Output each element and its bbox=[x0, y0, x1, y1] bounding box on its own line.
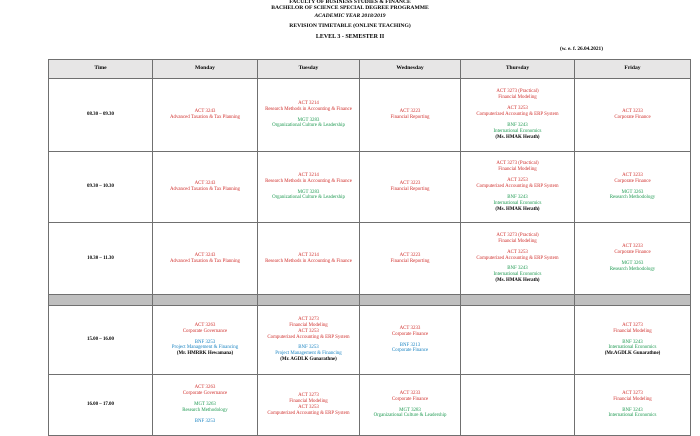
course-line: BNF 3243 bbox=[622, 407, 643, 413]
wednesday-cell bbox=[360, 152, 461, 223]
course-line: Organizational Culture & Leadership bbox=[272, 195, 345, 201]
course-line: ACT 3253 bbox=[298, 328, 319, 334]
thursday-cell bbox=[461, 223, 575, 295]
course-line: ACT 3233 bbox=[399, 390, 421, 396]
course-line: Financial Reporting bbox=[390, 115, 430, 120]
course-line: MGT 3263 bbox=[621, 189, 644, 195]
course-line: Research Methodology bbox=[609, 266, 656, 272]
course-line: BNF 3253 bbox=[298, 345, 319, 351]
course-line: ACT 3273 bbox=[622, 322, 643, 328]
course-line: Advanced Taxation & Tax Planning bbox=[169, 115, 241, 120]
break-cell bbox=[575, 295, 691, 306]
level-semester: LEVEL 3 - SEMESTER II bbox=[315, 34, 385, 40]
wednesday-cell bbox=[360, 223, 461, 295]
course-line: Advanced Taxation & Tax Planning bbox=[169, 187, 241, 192]
course-line: MGT 3283 bbox=[297, 189, 320, 195]
break-cell bbox=[153, 295, 258, 306]
tuesday-cell bbox=[258, 152, 360, 223]
break-cell bbox=[258, 295, 360, 306]
tuesday-cell bbox=[258, 223, 360, 295]
course-line: Computerized Accounting & ERP System bbox=[267, 334, 350, 340]
course-line: Corporate Finance bbox=[614, 250, 651, 256]
course-line: ACT 3214 bbox=[298, 252, 319, 258]
course-line: Corporate Finance bbox=[391, 396, 429, 402]
course-line: Research Methods in Accounting & Finance bbox=[265, 178, 352, 184]
course-line: International Economics bbox=[493, 272, 542, 278]
course-line: (Mr. AGDLK Gunarathne) bbox=[280, 357, 337, 363]
thursday-cell bbox=[461, 79, 575, 152]
course-line: Corporate Finance bbox=[391, 331, 429, 337]
course-line: BNF 3253 bbox=[194, 418, 216, 424]
time-cell: 16.00 – 17.00 bbox=[49, 375, 153, 436]
course-line: Organizational Culture & Leadership bbox=[373, 413, 447, 419]
monday-cell bbox=[153, 152, 258, 223]
course-line: Financial Modeling bbox=[613, 396, 652, 402]
programme-title: BACHELOR OF SCIENCE SPECIAL DEGREE PROGRAMME bbox=[271, 5, 429, 11]
course-line: Computerized Accounting & ERP System bbox=[476, 255, 559, 261]
course-line: ACT 3253 bbox=[507, 178, 528, 184]
course-line: Organizational Culture & Leadership bbox=[272, 123, 345, 129]
academic-year: ACADEMIC YEAR 2018/2019 bbox=[314, 13, 386, 19]
wednesday-cell bbox=[360, 306, 461, 375]
break-cell bbox=[461, 295, 575, 306]
course-line: Project Management & Financing bbox=[171, 345, 239, 351]
course-line: Computerized Accounting & ERP System bbox=[476, 112, 559, 118]
time-cell: 15.00 – 16.00 bbox=[49, 306, 153, 375]
col-thursday: Thursday bbox=[461, 60, 575, 79]
course-line: BNF 3243 bbox=[507, 266, 528, 272]
course-line: Financial Modeling bbox=[498, 95, 537, 101]
friday-cell bbox=[575, 79, 691, 152]
friday-cell bbox=[575, 152, 691, 223]
timetable-header-row bbox=[49, 60, 691, 79]
course-line: ACT 3273 (Practical) bbox=[496, 161, 539, 167]
course-line: Advanced Taxation & Tax Planning bbox=[169, 258, 241, 264]
course-line: ACT 3243 bbox=[194, 109, 216, 115]
course-line: Computerized Accounting & ERP System bbox=[476, 184, 559, 190]
course-line: Corporate Governance bbox=[182, 328, 228, 334]
course-line: ACT 3273 bbox=[298, 393, 319, 399]
col-friday: Friday bbox=[575, 60, 691, 79]
course-line: ACT 3273 bbox=[622, 390, 643, 396]
thursday-cell bbox=[461, 375, 575, 436]
friday-cell bbox=[575, 306, 691, 375]
course-line: BNF 3253 bbox=[194, 339, 216, 345]
course-line: Financial Modeling bbox=[289, 322, 328, 328]
wednesday-cell bbox=[360, 375, 461, 436]
course-line: Financial Modeling bbox=[498, 238, 537, 244]
course-line: ACT 3253 bbox=[507, 249, 528, 255]
course-line: ACT 3223 bbox=[399, 109, 421, 115]
course-line: Corporate Governance bbox=[182, 391, 228, 397]
friday-cell bbox=[575, 223, 691, 295]
tuesday-cell bbox=[258, 375, 360, 436]
course-line: Financial Modeling bbox=[613, 328, 652, 334]
course-line: Research Methodology bbox=[182, 407, 228, 413]
break-cell bbox=[360, 295, 461, 306]
course-line: (Mr. HMRRK Hewamana) bbox=[176, 351, 234, 357]
wednesday-cell bbox=[360, 79, 461, 152]
course-line: Corporate Finance bbox=[391, 348, 429, 354]
course-line: ACT 3223 bbox=[399, 181, 421, 187]
tuesday-cell bbox=[258, 79, 360, 152]
faculty-title: FACULTY OF BUSINESS STUDIES & FINANCE bbox=[289, 0, 411, 5]
time-cell: 08.30 – 09.30 bbox=[49, 79, 153, 152]
course-line: Research Methodology bbox=[609, 195, 656, 201]
time-cell: 10.30 – 11.30 bbox=[49, 223, 153, 295]
course-line: ACT 3273 bbox=[298, 316, 319, 322]
course-line: Financial Reporting bbox=[390, 258, 430, 264]
break-row bbox=[49, 295, 691, 306]
course-line: Computerized Accounting & ERP System bbox=[267, 410, 350, 416]
table-row bbox=[49, 306, 691, 375]
course-line: ACT 3273 (Practical) bbox=[496, 232, 539, 238]
thursday-cell bbox=[461, 306, 575, 375]
course-line: Financial Modeling bbox=[498, 167, 537, 173]
course-line: ACT 3233 bbox=[399, 325, 421, 331]
course-line: BNF 3243 bbox=[622, 339, 643, 345]
course-line: ACT 3263 bbox=[194, 385, 216, 391]
course-line: Financial Modeling bbox=[289, 399, 328, 405]
course-line: ACT 3243 bbox=[194, 252, 216, 258]
course-line: MGT 3283 bbox=[399, 407, 421, 413]
course-line: BNF 3243 bbox=[507, 122, 528, 128]
col-monday: Monday bbox=[153, 60, 258, 79]
course-line: (Ms. HMAK Herath) bbox=[495, 278, 540, 284]
table-row bbox=[49, 223, 691, 295]
thursday-cell bbox=[461, 152, 575, 223]
course-line: Research Methods in Accounting & Finance bbox=[265, 106, 352, 112]
col-wednesday: Wednesday bbox=[360, 60, 461, 79]
course-line: Research Methods in Accounting & Finance bbox=[265, 258, 352, 264]
table-row bbox=[49, 79, 691, 152]
monday-cell bbox=[153, 306, 258, 375]
friday-cell bbox=[575, 375, 691, 436]
course-line: ACT 3223 bbox=[399, 252, 421, 258]
table-row bbox=[49, 375, 691, 436]
monday-cell bbox=[153, 375, 258, 436]
course-line: BNF 3213 bbox=[399, 342, 421, 348]
course-line: MGT 3263 bbox=[194, 402, 216, 408]
time-cell: 09.30 – 10.30 bbox=[49, 152, 153, 223]
course-line: ACT 3263 bbox=[194, 322, 216, 328]
course-line: ACT 3233 bbox=[622, 109, 643, 115]
course-line: ACT 3233 bbox=[622, 172, 643, 178]
col-tuesday: Tuesday bbox=[258, 60, 360, 79]
tuesday-cell bbox=[258, 306, 360, 375]
course-line: BNF 3243 bbox=[507, 194, 528, 200]
course-line: (Ms. HMAK Herath) bbox=[495, 134, 540, 140]
col-time: Time bbox=[49, 60, 153, 79]
course-line: Project Management & Financing bbox=[275, 351, 342, 357]
course-line: Financial Reporting bbox=[390, 187, 430, 192]
monday-cell bbox=[153, 79, 258, 152]
effective-date: (w. e. f. 26.04.2021) bbox=[560, 46, 603, 52]
course-line: ACT 3233 bbox=[622, 244, 643, 250]
course-line: ACT 3214 bbox=[298, 100, 319, 106]
course-line: MGT 3283 bbox=[297, 117, 320, 123]
timetable bbox=[48, 59, 691, 436]
course-line: ACT 3253 bbox=[507, 106, 528, 112]
course-line: ACT 3273 (Practical) bbox=[496, 89, 539, 95]
break-cell bbox=[49, 295, 153, 306]
course-line: Corporate Finance bbox=[614, 178, 651, 184]
course-line: International Economics bbox=[493, 200, 542, 206]
table-row bbox=[49, 152, 691, 223]
course-line: ACT 3253 bbox=[298, 405, 319, 410]
cell-spacer bbox=[463, 338, 572, 343]
cell-spacer bbox=[463, 403, 572, 408]
course-line: International Economics bbox=[608, 413, 657, 419]
course-line: MGT 3263 bbox=[621, 261, 644, 266]
course-line: International Economics bbox=[608, 345, 657, 351]
timetable-title: REVISION TIMETABLE (ONLINE TEACHING) bbox=[289, 23, 411, 29]
course-line: ACT 3214 bbox=[298, 172, 319, 178]
course-line: (Ms. HMAK Herath) bbox=[495, 206, 540, 212]
course-line: Corporate Finance bbox=[614, 115, 651, 120]
monday-cell bbox=[153, 223, 258, 295]
course-line: (Mr.AGDLK Gunarathne) bbox=[604, 351, 661, 357]
course-line: ACT 3243 bbox=[194, 181, 216, 187]
course-line: International Economics bbox=[493, 128, 542, 134]
